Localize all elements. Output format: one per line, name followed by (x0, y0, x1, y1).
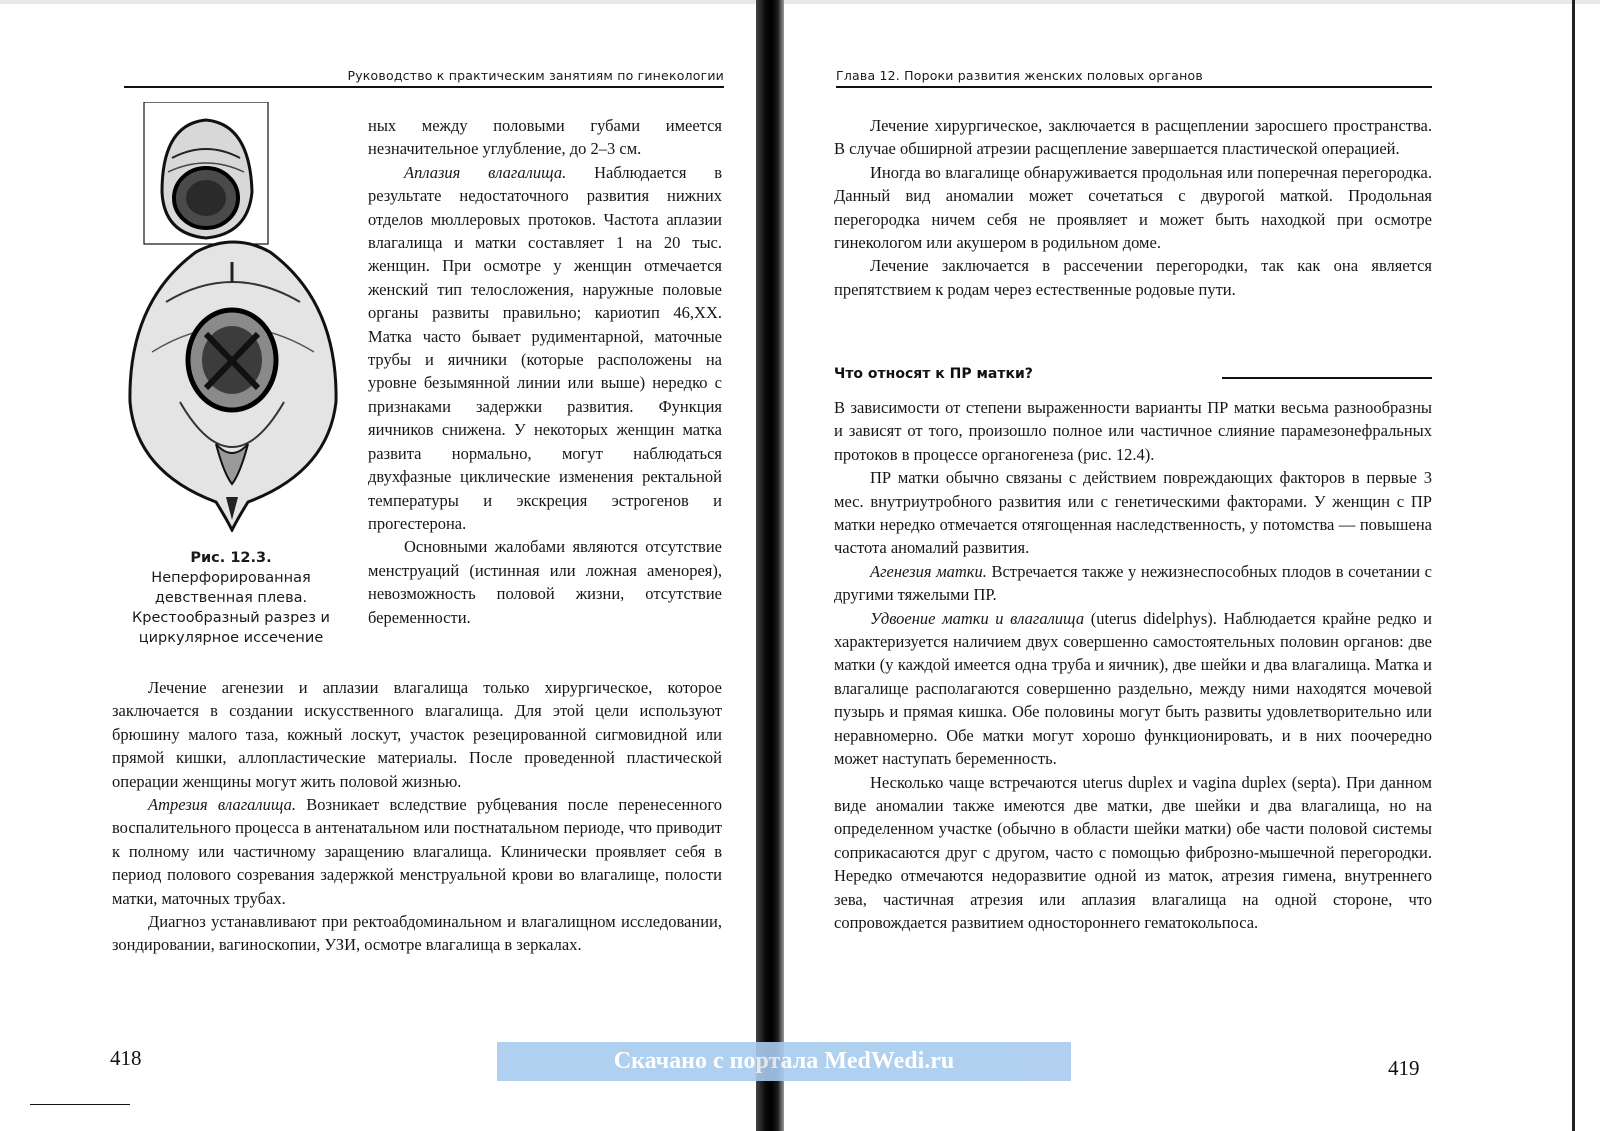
paragraph-term: Агенезия матки. (870, 561, 987, 581)
paragraph-text: Основными жалобами являются отсутствие менструаций (истинная или ложная аменорея), невозможность половой жизни, отсутствие беременности. (368, 537, 722, 627)
right-bottom-text (834, 396, 1432, 934)
paragraph-text: ПР матки обычно связаны с действием повреждающих факторов в первые 3 мес. внутриутробного развития или с генетическими факторами. У женщин с ПР матки нередко отмечается отягощенная наследственность, у потомства — повышена частота аномалий развития. (834, 468, 1432, 558)
right-top-text (834, 114, 1432, 301)
paragraph-term: Аплазия влагалища. (404, 162, 567, 182)
right-page (784, 0, 1572, 1131)
section-rule (1222, 377, 1432, 379)
figure-caption-label: Рис. 12.3. (190, 550, 272, 566)
figure-caption (118, 548, 344, 648)
paragraph-text: Лечение заключается в рассечении перегородки, так как она является препятствием к родам через естественные родовые пути. (834, 256, 1432, 299)
paragraph (834, 607, 1432, 771)
paragraph (834, 396, 1432, 466)
paragraph (368, 114, 722, 161)
paragraph-text: Лечение хирургическое, заключается в расщеплении заросшего пространства. В случае обширной атрезии расщепление завершается пластической операцией. (834, 116, 1432, 159)
figure-caption-text: Неперфорированная девственная плева. Крестообразный разрез и циркулярное иссечение (132, 570, 330, 646)
paragraph-text: В зависимости от степени выраженности варианты ПР матки весьма разнообразны и зависят от того, произошло полное или частичное слияние парамезонефральных протоков в процессе органогенеза (рис. 12.4). (834, 398, 1432, 464)
paragraph (834, 771, 1432, 935)
paragraph-term: Атрезия влагалища. (148, 795, 297, 815)
running-head-right: Глава 12. Пороки развития женских половых органов (836, 68, 1203, 83)
paragraph (112, 793, 722, 910)
left-full-text (112, 676, 722, 957)
paragraph-text: (uterus didelphys). Наблюдается крайне редко и характеризуется наличием двух совершенно самостоятельных половин органов: две матки (у каждой имеется одна труба и яичник), две шейки и два влагалища. Матка и влагалище располагаются совершенно раздельно, между ними находятся мочевой пузырь и прямая кишка. Обе половины могут быть развиты удовлетворительно или неравномерно. Обе матки могут хорошо функционировать, и в них поочередно может наступать беременность. (834, 608, 1433, 769)
page-number-right: 419 (1388, 1056, 1420, 1080)
paragraph-text: Иногда во влагалище обнаруживается продольная или поперечная перегородка. Данный вид аномалии может сочетаться с двурогой маткой. Продольная перегородка ничем себя не проявляет и может быть находкой при осмотре гинекологом или акушером в родильном доме. (834, 162, 1432, 253)
paragraph-text: ных между половыми губами имеется незначительное углубление, до 2–3 см. (368, 116, 722, 159)
book-spine (756, 0, 784, 1131)
scan-edge-right (1572, 0, 1575, 1131)
left-page (0, 0, 756, 1131)
paragraph-text: Несколько чаще встречаются uterus duplex и vagina duplex (septa). При данном виде аномалии также имеются две матки, две шейки и два влагалища, но на определенном участке (обычно в области шейки матки) обе части половой системы соприкасаются друг с другом, часто с помощью фиброзно-мышечной перегородки. Нередко отмечаются недоразвитие одной из маток, атрезия гимена, внутреннего зева, частичная атрезия или аплазия влагалища на одной стороне, что сопровождается развитием одностороннего гематокольпоса. (834, 772, 1432, 932)
paragraph-text: Возникает вследствие рубцевания после перенесенного воспалительного процесса в антенатальном или постнатальном периоде, что приводит к полному или частичному заращению влагалища. Клинически проявляет себя в период полового созревания задержкой менструальной крови во влагалище, полости матки, маточных трубах. (112, 795, 722, 908)
left-column-text (368, 114, 722, 629)
paragraph (834, 254, 1432, 301)
paragraph-text: Наблюдается в результате недостаточного развития нижних отделов мюллеровых протоков. Частота аплазии влагалища и матки составляет 1 на 20 тыс. женщин. При осмотре у женщин отмечается женский тип телосложения, наружные половые органы развиты правильно; кариотип 46,XX. Матка часто бывает рудиментарной, маточные трубы и яичники (которые расположены на уровне безымянной линии или выше) нередко с признаками задержки развития. Функция яичников снижена. У некоторых женщин матка развита нормально, могут наблюдаться двухфазные циклические изменения ректальной температуры и экскреция эстрогенов и прогестерона. (368, 162, 723, 533)
paragraph (112, 910, 722, 957)
hymen-illustration (122, 102, 342, 532)
footer-rule-left (30, 1104, 130, 1105)
paragraph (834, 161, 1432, 255)
paragraph-text: Диагноз устанавливают при ректоабдоминальном и влагалищном исследовании, зондировании, вагиноскопии, УЗИ, осмотре влагалища в зеркалах. (112, 912, 722, 955)
section-title: Что относят к ПР матки? (834, 366, 1033, 382)
paragraph (112, 676, 722, 793)
running-head-left: Руководство к практическим занятиям по гинекологии (347, 68, 724, 83)
paragraph-term: Удвоение матки и влагалища (870, 608, 1085, 628)
paragraph (834, 466, 1432, 560)
paragraph (368, 535, 722, 629)
paragraph (834, 560, 1432, 607)
paragraph (834, 114, 1432, 161)
header-rule-right (836, 86, 1432, 88)
page-number-left: 418 (110, 1046, 142, 1070)
header-rule-left (124, 86, 724, 88)
watermark-banner: Скачано с портала MedWedi.ru (497, 1042, 1071, 1081)
paragraph-text: Лечение агенезии и аплазии влагалища только хирургическое, которое заключается в создании искусственного влагалища. Для этой цели используют брюшину малого таза, кожный лоскут, участок резецированной сигмовидной или прямой кишки, аллопластические материалы. После проведенной пластической операции женщины могут жить половой жизнью. (112, 678, 722, 791)
paragraph-text: Встречается также у нежизнеспособных плодов в сочетании с другими тяжелыми ПР. (834, 561, 1433, 605)
paragraph (368, 161, 722, 536)
